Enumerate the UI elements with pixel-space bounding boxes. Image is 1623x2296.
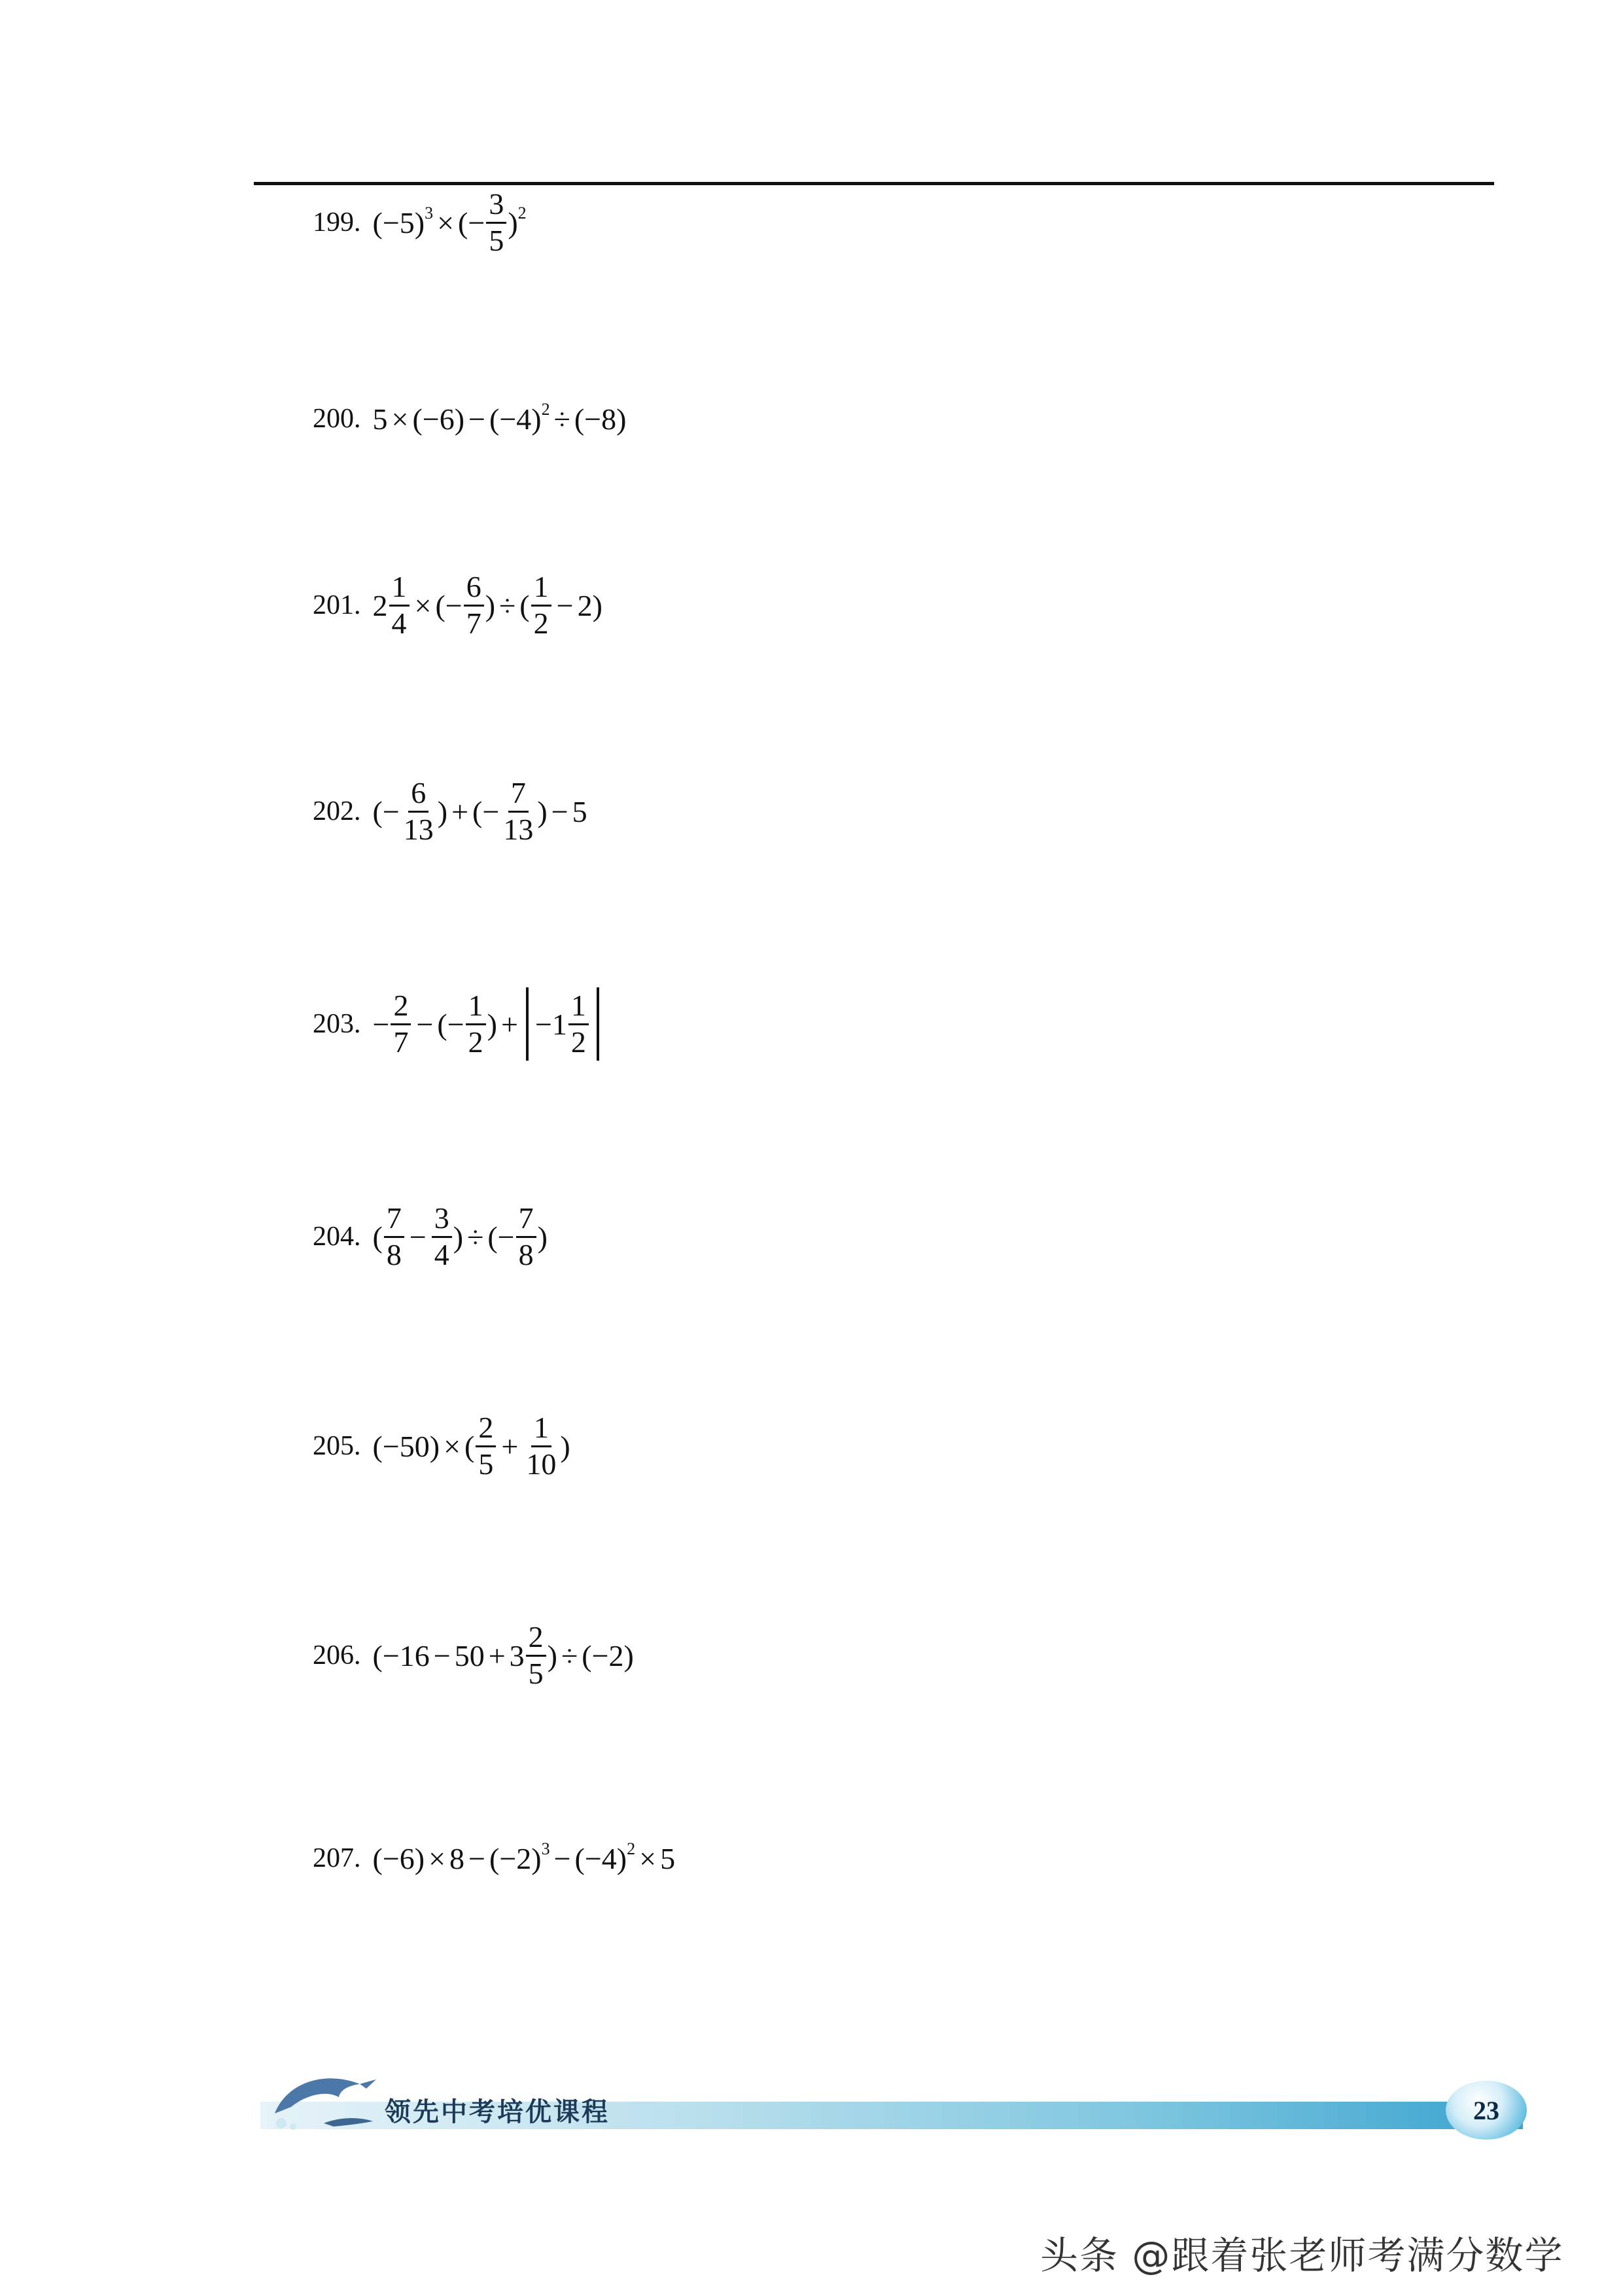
dolphin-icon bbox=[262, 2061, 386, 2133]
problem-202 bbox=[313, 766, 587, 857]
problem-number: 206. bbox=[313, 1640, 361, 1670]
watermark-text: 头条 @跟着张老师考满分数学 bbox=[1040, 2233, 1564, 2278]
problem-200 bbox=[313, 373, 626, 465]
problem-expression: (− $\frac{6}{13}$ ) + (− $\frac{7}{13}$ ) − 5 bbox=[372, 776, 587, 846]
problem-204 bbox=[313, 1191, 548, 1282]
problem-expression: ( $\frac{7}{8}$ − $\frac{3}{4}$ ) ÷ (− $\frac{7}{8}$ ) bbox=[372, 1201, 548, 1271]
problem-number: 202. bbox=[313, 796, 361, 826]
problem-number: 207. bbox=[313, 1843, 361, 1873]
problem-199 bbox=[313, 177, 527, 268]
problem-expression: (−16 − 50 + 3 $\frac{2}{5}$ ) ÷ (−2) bbox=[372, 1620, 634, 1690]
problem-expression: (−50) × ( $\frac{2}{5}$ + $\frac{1}{10}$ ) bbox=[372, 1411, 570, 1481]
problem-number: 205. bbox=[313, 1431, 361, 1461]
problem-201 bbox=[313, 559, 602, 651]
problem-number: 199. bbox=[313, 207, 361, 238]
page-number-bubble bbox=[1446, 2081, 1527, 2140]
problem-expression: (−5) $^3$ × (− $\frac{3}{5}$ ) $^2$ bbox=[372, 187, 527, 257]
problem-number: 200. bbox=[313, 404, 361, 434]
problem-expression: 2 $\frac{1}{4}$ × (− $\frac{6}{7}$ ) ÷ ( $\frac{1}{2}$ − 2) bbox=[372, 570, 602, 640]
footer-course-title: 领先中考培优课程 bbox=[385, 2097, 610, 2127]
problem-203 bbox=[313, 978, 599, 1070]
problem-number: 203. bbox=[313, 1009, 361, 1039]
problem-number: 201. bbox=[313, 590, 361, 620]
problem-expression: 5 × (−6) − (−4) $^2$ ÷ (−8) bbox=[372, 400, 627, 436]
absolute-value: −1 $\frac{1}{2}$ bbox=[526, 987, 599, 1061]
problem-expression: (−6) × 8 − (−2) $^3$ − (−4) $^2$ × 5 bbox=[372, 1839, 676, 1875]
problem-expression: − $\frac{2}{7}$ − (− $\frac{1}{2}$ ) + −1 $\frac{1}{2}$ bbox=[373, 987, 599, 1061]
problem-207 bbox=[313, 1812, 675, 1904]
problem-number: 204. bbox=[313, 1222, 361, 1252]
problem-205 bbox=[313, 1400, 570, 1492]
page-number: 23 bbox=[1473, 2095, 1499, 2125]
problem-206 bbox=[313, 1610, 634, 1701]
